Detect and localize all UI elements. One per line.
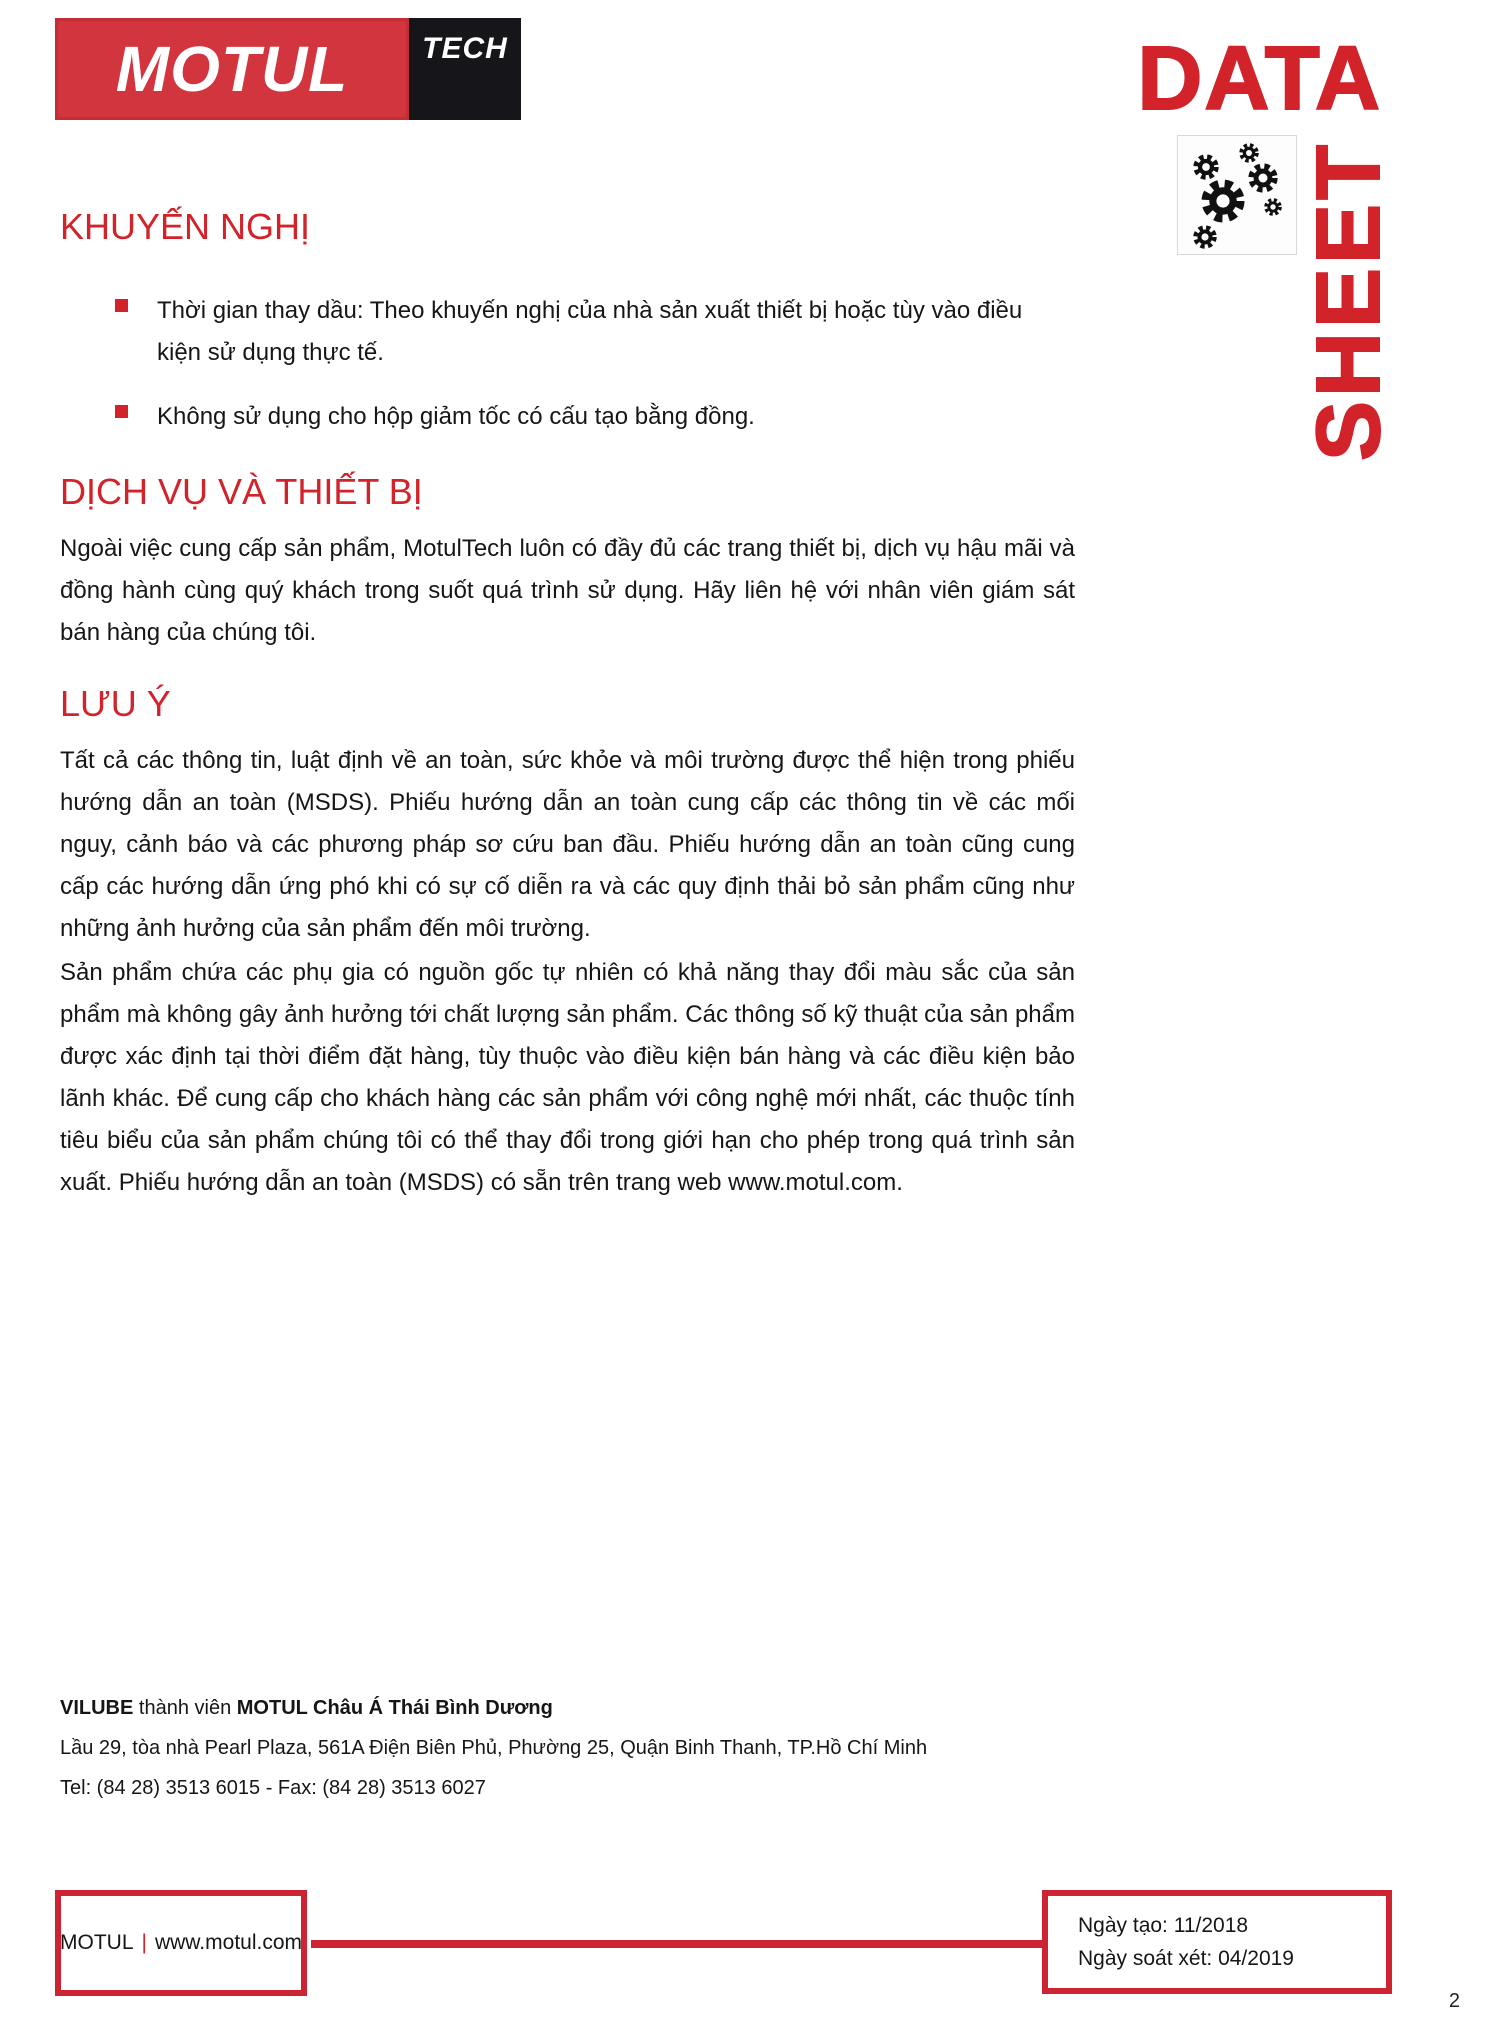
bottom-divider-line <box>311 1940 1042 1948</box>
notes-paragraph-1: Tất cả các thông tin, luật định về an toàn, sức khỏe và môi trường được thể hiện trong phiếu hướng dẫn an toàn (MSDS). Phiếu hướng dẫn an toàn cung cấp các thông tin về các mối nguy, cảnh báo và các phương pháp sơ cứu ban đầu. Phiếu hướng dẫn an toàn cũng cung cấp các hướng dẫn ứng phó khi có sự cố diễn ra và các quy định thải bỏ sản phẩm cũng như những ảnh hưởng của sản phẩm đến môi trường. <box>60 747 1075 942</box>
bottom-website: www.motul.com <box>154 1931 302 1954</box>
services-paragraph: Ngoài việc cung cấp sản phẩm, MotulTech luôn có đầy đủ các trang thiết bị, dịch vụ hậu mãi và đồng hành cùng quý khách trong suốt quá trình sử dụng. Hãy liên hệ với nhân viên giám sát bán hàng của chúng tôi. <box>60 535 1075 646</box>
footer-company-parent: MOTUL Châu Á Thái Bình Dương <box>236 1697 553 1719</box>
bullet-square-icon <box>115 405 128 418</box>
bullet-text: Không sử dụng cho hộp giảm tốc có cấu tạo bằng đồng. <box>157 403 755 430</box>
footer-phone: Tel: (84 28) 3513 6015 - Fax: (84 28) 3513 6027 <box>60 1777 486 1799</box>
list-item <box>60 290 1025 374</box>
bottom-brand: MOTUL <box>60 1931 134 1954</box>
footer-company-line <box>60 1688 927 1728</box>
motul-website-box <box>55 1890 307 1996</box>
recommendations-list <box>60 290 1107 460</box>
footer-company-block <box>60 1688 927 1808</box>
date-created: Ngày tạo: 11/2018 <box>1078 1914 1249 1937</box>
page-number: 2 <box>1448 1990 1460 2012</box>
bullet-text: Thời gian thay dầu: Theo khuyến nghị của nhà sản xuất thiết bị hoặc tùy vào điều kiện sử dụng thực tế. <box>157 297 1023 366</box>
masthead-data: DATA <box>1137 29 1382 129</box>
date-revised: Ngày soát xét: 04/2019 <box>1078 1947 1294 1970</box>
gears-icon <box>1177 135 1297 255</box>
notes-paragraph-2: Sản phẩm chứa các phụ gia có nguồn gốc tự nhiên có khả năng thay đổi màu sắc của sản phẩm mà không gây ảnh hưởng tới chất lượng sản phẩm. Các thông số kỹ thuật của sản phẩm được xác định tại thời điểm đặt hàng, tùy thuộc vào điều kiện bán hàng và các điều kiện bảo lãnh khác. Để cung cấp cho khách hàng các sản phẩm với công nghệ mới nhất, các thuộc tính tiêu biểu của sản phẩm chúng tôi có thể thay đổi trong giới hạn cho phép trong quá trình sản xuất. Phiếu hướng dẫn an toàn (MSDS) có sẵn trên trang web www.motul.com. <box>60 959 1075 1196</box>
list-item <box>60 396 1025 438</box>
footer-address: Lầu 29, tòa nhà Pearl Plaza, 561A Điện Biên Phủ, Phường 25, Quận Binh Thanh, TP.Hồ Chí Minh <box>60 1737 928 1759</box>
footer-company-mid: thành viên <box>133 1697 237 1719</box>
motul-logo-red-panel <box>55 18 409 120</box>
tech-logo-black-panel <box>409 18 521 120</box>
masthead-sheet-vertical: SHEET <box>1299 140 1399 461</box>
dates-box <box>1042 1890 1392 1994</box>
section-title-recommendations: KHUYẾN NGHỊ <box>60 206 311 247</box>
motul-tech-logo <box>55 18 521 120</box>
section-title-services: DỊCH VỤ VÀ THIẾT BỊ <box>60 471 423 512</box>
section-title-notes: LƯU Ý <box>60 683 171 724</box>
tech-logo-text: TECH <box>422 32 508 65</box>
bottom-separator: | <box>141 1931 147 1954</box>
footer-company-name: VILUBE <box>60 1697 134 1719</box>
motul-logo-text: MOTUL <box>115 33 349 105</box>
bullet-square-icon <box>115 299 128 312</box>
